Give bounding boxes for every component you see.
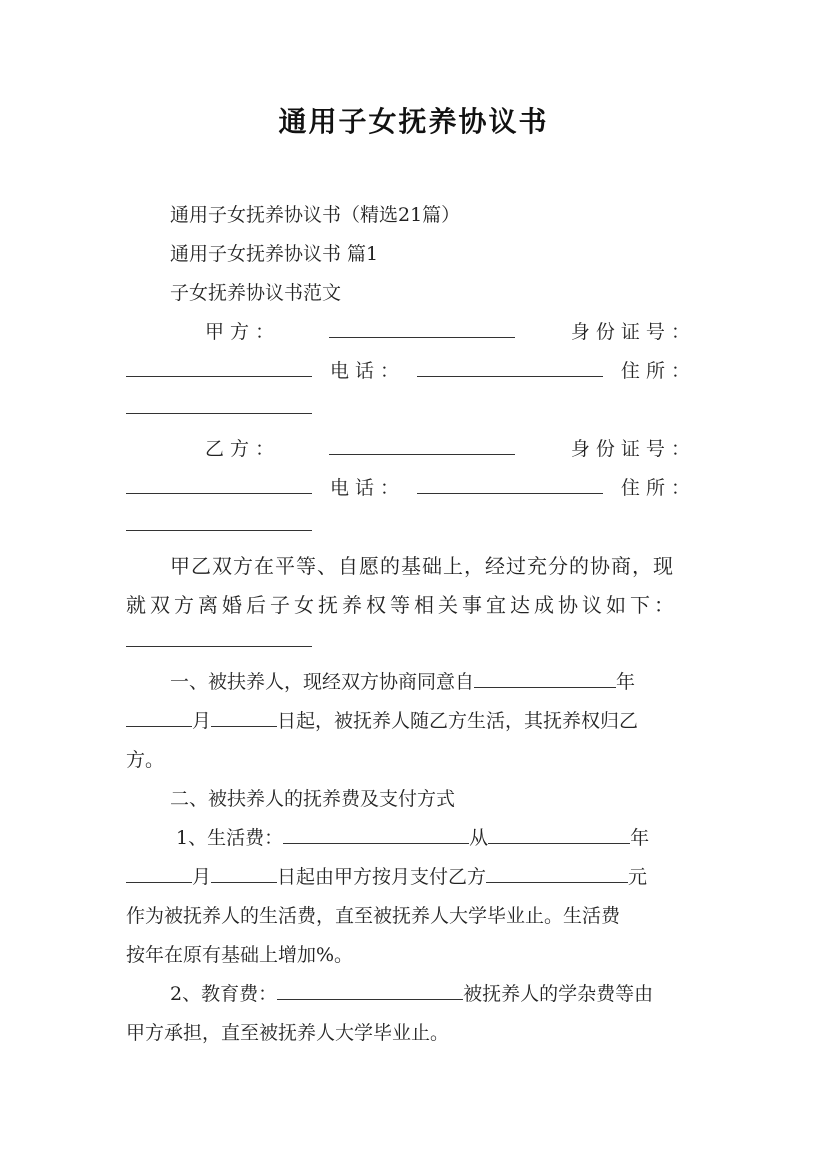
party-a-address-row (126, 395, 312, 419)
living-expense-line-1 (176, 823, 649, 850)
party-a-phone-label: 电 话 ： (329, 360, 400, 382)
party-b-address-label: 住 所 ： (620, 477, 690, 499)
living-expense-month-blank (126, 864, 192, 883)
living-expense-day-blank (211, 864, 277, 883)
living-expense-line-4: 按年在原有基础上增加%。 (126, 944, 354, 966)
party-b-address-blank (126, 512, 312, 531)
education-blank (277, 981, 463, 1000)
party-a-address-blank (126, 395, 312, 414)
living-expense-year: 年 (630, 827, 650, 849)
party-a-row (205, 317, 690, 344)
party-a-address-label: 住 所 ： (620, 360, 690, 382)
clause-1-line-3: 方。 (126, 749, 165, 771)
education-line-1 (170, 979, 653, 1006)
clause-1-day-text: 日起，被抚养人随乙方生活，其抚养权归乙 (277, 710, 639, 732)
party-b-phone-label: 电 话 ： (329, 477, 400, 499)
clause-1-month: 月 (192, 710, 212, 732)
party-a-contact-row (126, 356, 690, 383)
party-b-name-blank (329, 436, 515, 455)
section-heading: 通用子女抚养协议书 篇1 (170, 243, 379, 265)
subtitle: 通用子女抚养协议书（精选21篇） (170, 204, 461, 226)
party-a-label: 甲 方 ： (205, 321, 275, 343)
party-a-phone-blank (417, 358, 603, 377)
living-expense-yuan: 元 (628, 866, 648, 888)
intro-blank (126, 628, 312, 647)
party-b-address-row (126, 512, 312, 536)
clause-1-text: 一、被扶养人，现经双方协商同意自 (170, 671, 475, 693)
party-b-row (205, 434, 690, 461)
living-expense-line-3: 作为被抚养人的生活费，直至被抚养人大学毕业止。生活费 (126, 905, 621, 927)
party-b-id-blank (126, 475, 312, 494)
party-b-id-label: 身 份 证 号 ： (570, 438, 690, 460)
intro-line-1: 甲乙双方在平等、自愿的基础上，经过充分的协商，现 (170, 554, 674, 578)
intro-line-2: 就双方离婚后子女抚养权等相关事宜达成协议如下： (126, 593, 678, 617)
living-expense-month: 月 (192, 866, 212, 888)
education-label: 2、教育费： (170, 983, 278, 1005)
party-b-contact-row (126, 473, 690, 500)
living-expense-from: 从 (469, 827, 489, 849)
education-line-2: 甲方承担，直至被抚养人大学毕业止。 (126, 1022, 450, 1044)
living-expense-amount-blank (486, 864, 628, 883)
party-a-name-blank (329, 319, 515, 338)
living-expense-line-2 (126, 862, 647, 889)
clause-1-date-blank (474, 669, 616, 688)
clause-1-line-2 (126, 706, 638, 733)
clause-1-month-blank (126, 708, 192, 727)
clause-1-day-blank (211, 708, 277, 727)
living-expense-day-text: 日起由甲方按月支付乙方 (277, 866, 487, 888)
living-expense-label: 1、生活费： (176, 827, 284, 849)
living-expense-date-blank (488, 825, 630, 844)
document-title: 通用子女抚养协议书 (278, 105, 549, 138)
living-expense-blank (283, 825, 469, 844)
party-a-id-label: 身 份 证 号 ： (570, 321, 690, 343)
sample-heading: 子女抚养协议书范文 (170, 282, 342, 304)
clause-2-heading: 二、被扶养人的抚养费及支付方式 (170, 788, 456, 810)
clause-1-year: 年 (616, 671, 636, 693)
intro-blank-row (126, 628, 312, 652)
party-a-id-blank (126, 358, 312, 377)
party-b-phone-blank (417, 475, 603, 494)
clause-1-line-1 (170, 667, 635, 694)
education-text: 被抚养人的学杂费等由 (463, 983, 654, 1005)
party-b-label: 乙 方 ： (205, 438, 275, 460)
